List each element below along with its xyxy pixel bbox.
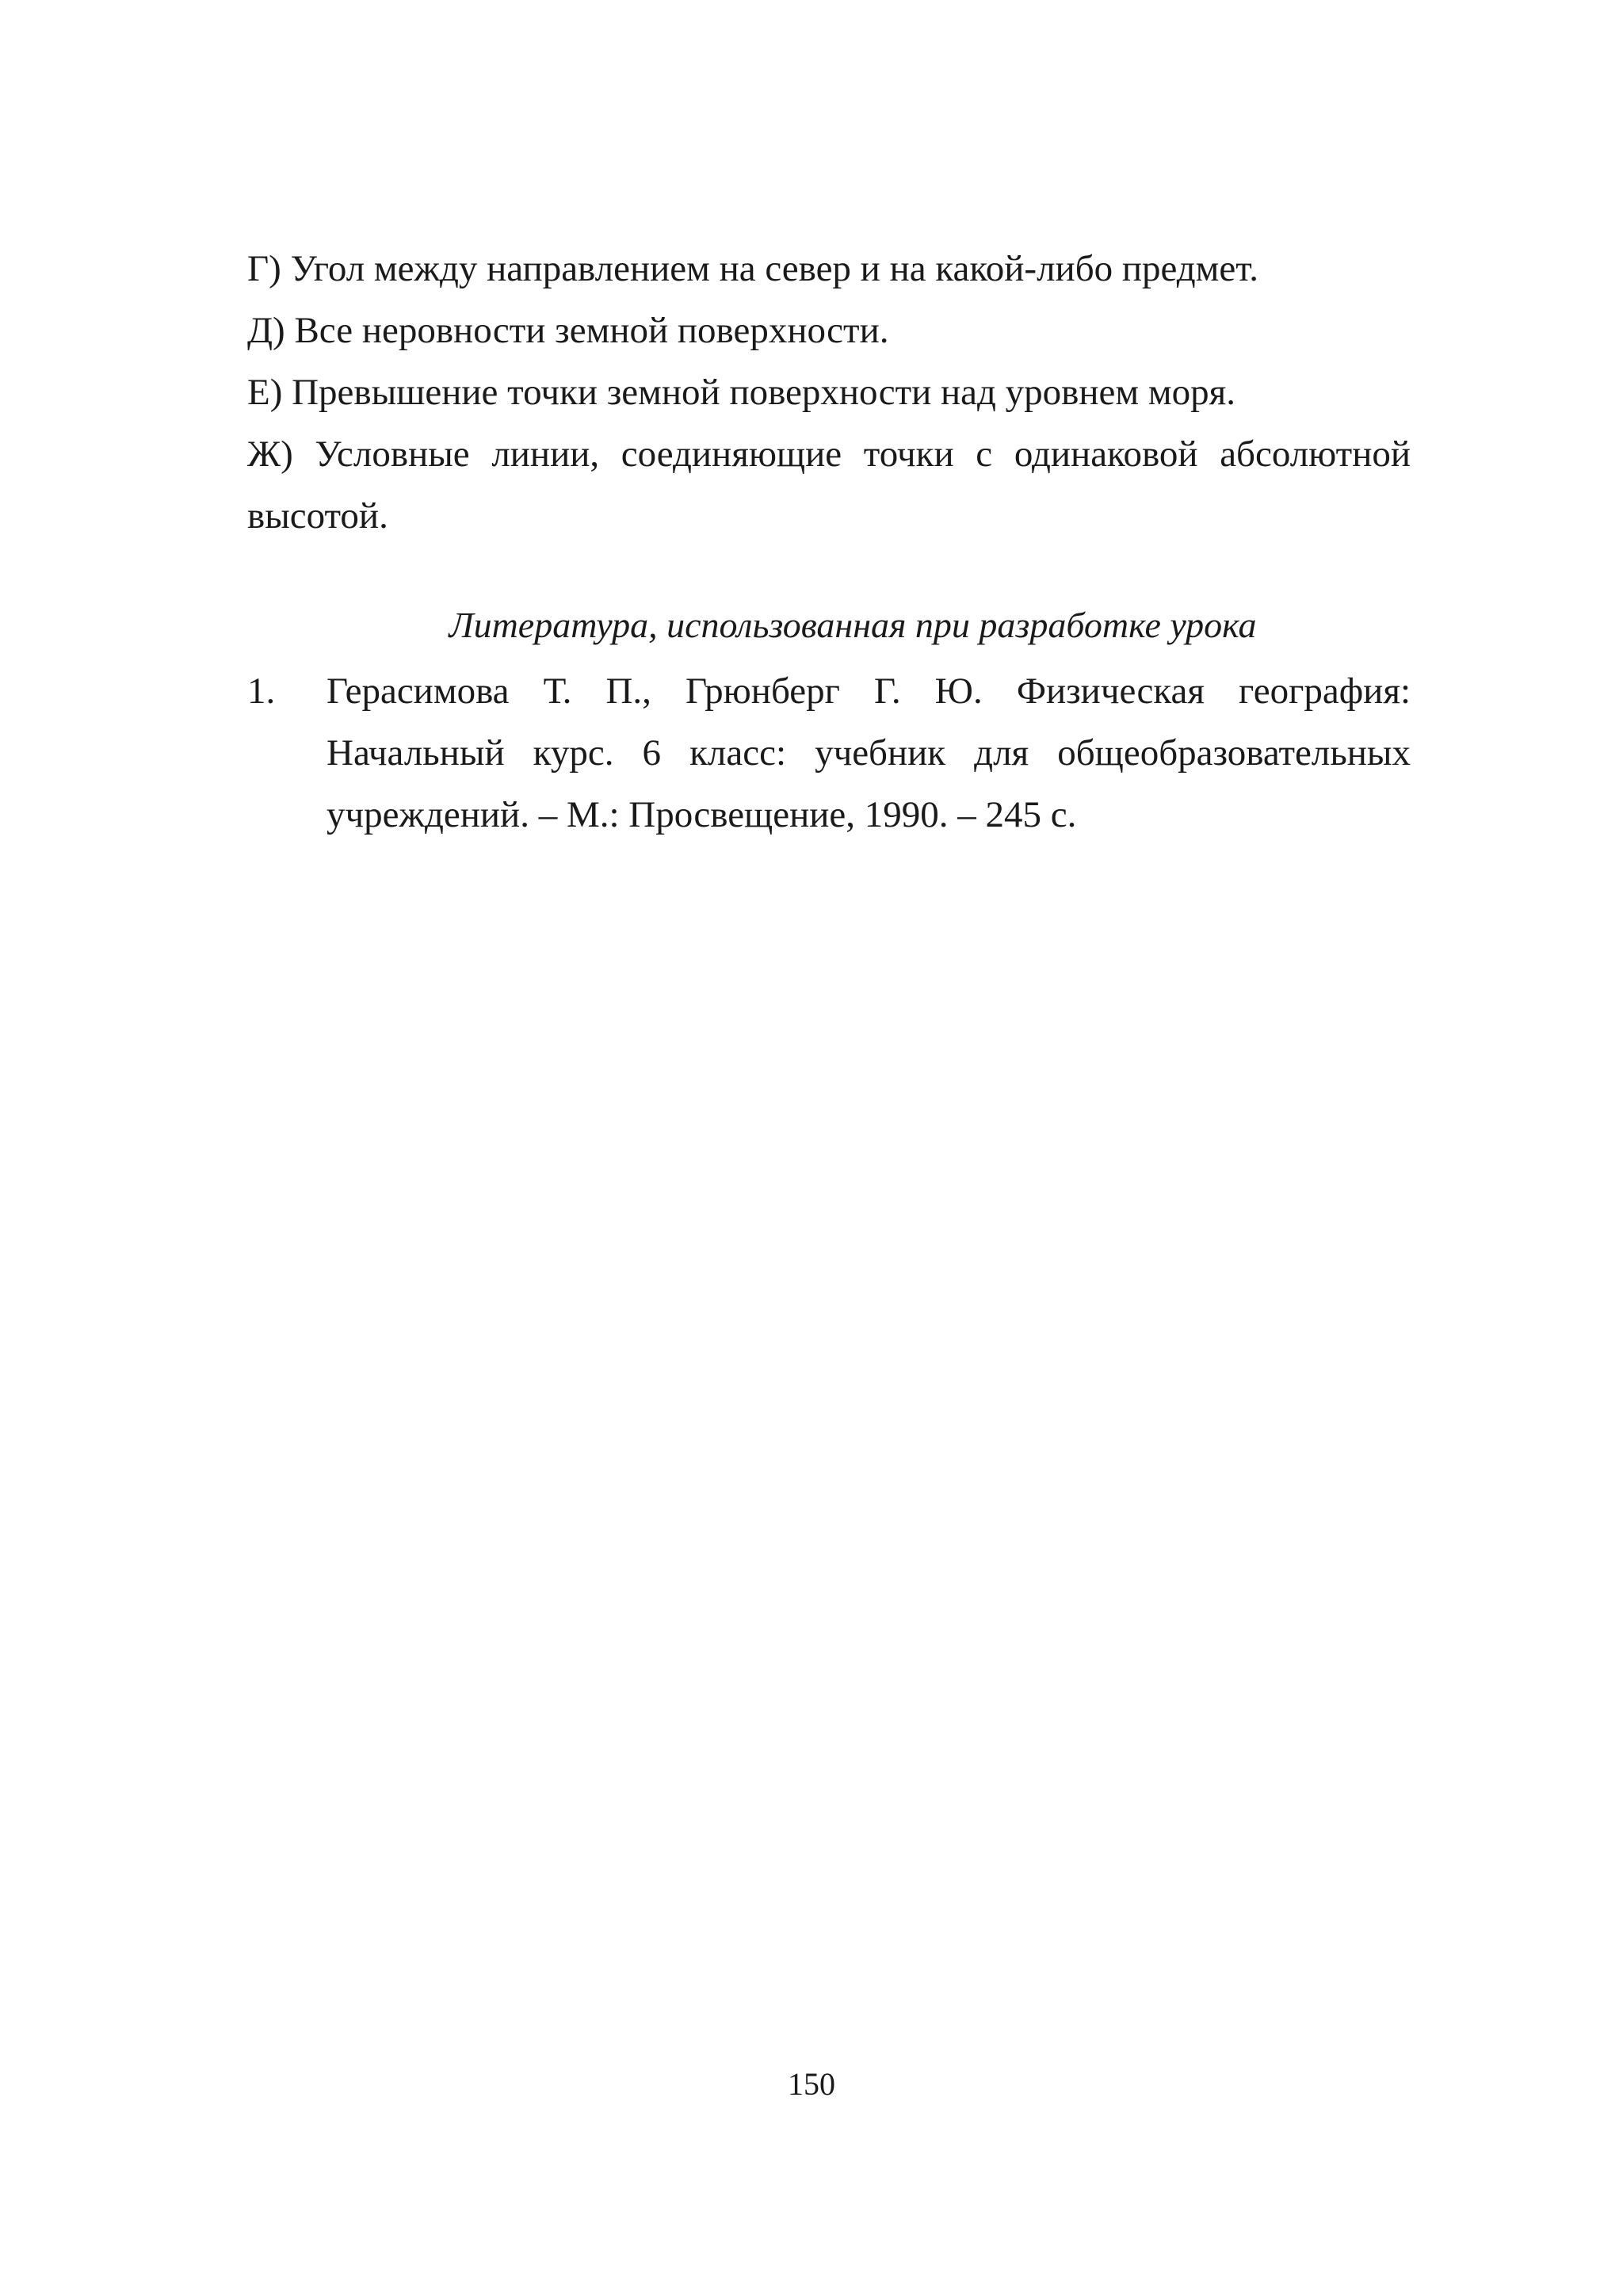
literature-heading: Литература, использованная при разработке урока (449, 605, 1257, 645)
answer-item-e: Е) Превышение точки земной поверхности над уровнем моря. (247, 372, 1235, 413)
reference-text: Герасимова Т. П., Грюнберг Г. Ю. Физическая география: Начальный курс. 6 класс: учебник для общеобразовательных учреждений. – М.: Просвещение, 1990. – 245 с. (327, 670, 1411, 835)
answer-item-zh: Ж) Условные линии, соединяющие точки с одинаковой абсолютной высотой. (247, 434, 1411, 537)
answer-item-g: Г) Угол между направлением на север и на какой-либо предмет. (247, 248, 1259, 289)
answer-list (247, 238, 1411, 547)
page-content (247, 238, 1411, 846)
page-number: 150 (788, 2066, 835, 2102)
reference-list (247, 660, 1411, 846)
reference-number: 1. (247, 670, 276, 712)
answer-item-d: Д) Все неровности земной поверхности. (247, 310, 889, 351)
reference-item (247, 660, 1411, 846)
